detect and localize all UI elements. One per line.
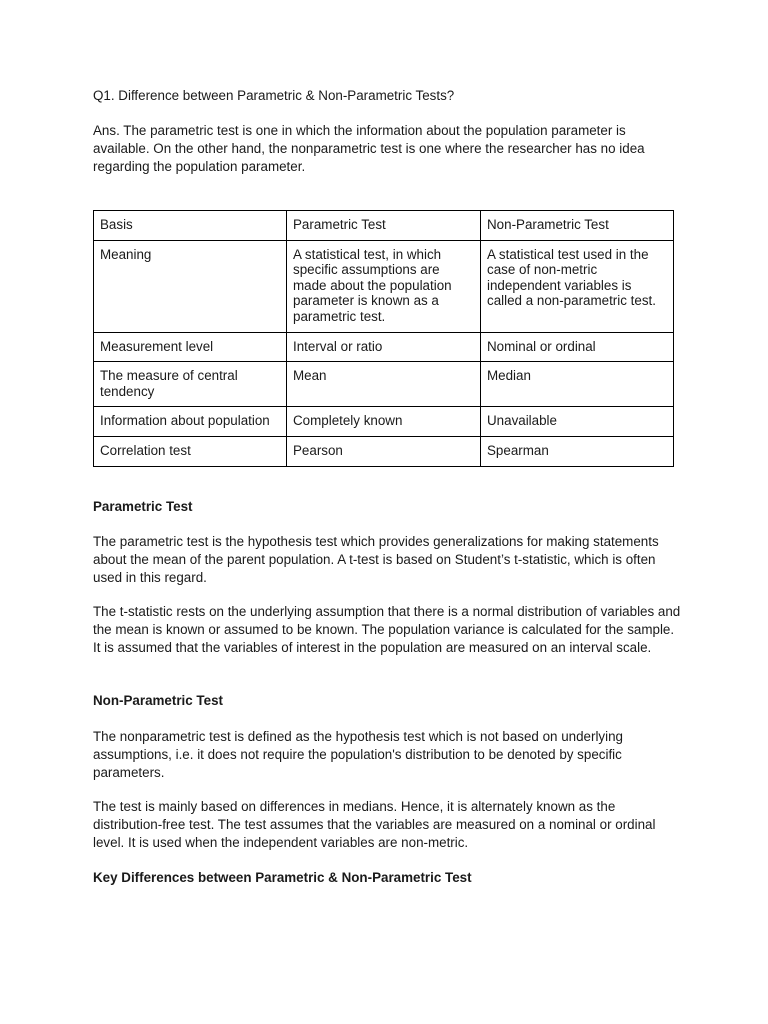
table-cell: Completely known xyxy=(287,407,481,437)
table-cell: Spearman xyxy=(481,436,674,466)
nonparametric-paragraph-1: The nonparametric test is defined as the hypothesis test which is not based on underlying assumptions, i.e. it does not require the population's distribution to be denoted by specific parameters. xyxy=(93,729,623,780)
table-cell: A statistical test, in which specific assumptions are made about the population parameter is known as a parametric test. xyxy=(287,240,481,332)
table-cell: Information about population xyxy=(94,407,287,437)
table-row xyxy=(94,240,674,332)
comparison-table xyxy=(93,210,674,467)
table-header-row xyxy=(94,211,674,241)
table-cell: Pearson xyxy=(287,436,481,466)
table-cell: A statistical test used in the case of non-metric independent variables is called a non-parametric test. xyxy=(481,240,674,332)
table-cell: Meaning xyxy=(94,240,287,332)
key-differences-heading: Key Differences between Parametric & Non-Parametric Test xyxy=(93,870,472,885)
table-cell: Interval or ratio xyxy=(287,332,481,362)
table-cell: Nominal or ordinal xyxy=(481,332,674,362)
table-row xyxy=(94,436,674,466)
table-cell: The measure of central tendency xyxy=(94,362,287,407)
parametric-paragraph-1: The parametric test is the hypothesis test which provides generalizations for making statements about the mean of the parent population. A t-test is based on Student’s t-statistic, which is often used in this regard. xyxy=(93,534,659,585)
parametric-paragraph-2: The t-statistic rests on the underlying assumption that there is a normal distribution of variables and the mean is known or assumed to be known. The population variance is calculated for the sample. It is assumed that the variables of interest in the population are measured on an interval scale. xyxy=(93,604,681,655)
nonparametric-paragraph-2: The test is mainly based on differences in medians. Hence, it is alternately known as the distribution-free test. The test assumes that the variables are measured on a nominal or ordinal level. It is used when the independent variables are non-metric. xyxy=(93,799,656,850)
table-cell: Measurement level xyxy=(94,332,287,362)
table-row xyxy=(94,407,674,437)
table-row xyxy=(94,332,674,362)
table-cell: Median xyxy=(481,362,674,407)
parametric-heading: Parametric Test xyxy=(93,499,193,514)
table-header-cell: Non-Parametric Test xyxy=(481,211,674,241)
table-header-cell: Parametric Test xyxy=(287,211,481,241)
table-cell: Mean xyxy=(287,362,481,407)
answer-paragraph: Ans. The parametric test is one in which the information about the population parameter is available. On the other hand, the nonparametric test is one where the researcher has no idea regarding the population parameter. xyxy=(93,123,645,174)
table-cell: Correlation test xyxy=(94,436,287,466)
question-text: Q1. Difference between Parametric & Non-Parametric Tests? xyxy=(93,88,455,103)
table-cell: Unavailable xyxy=(481,407,674,437)
nonparametric-heading: Non-Parametric Test xyxy=(93,693,223,708)
table-header-cell: Basis xyxy=(94,211,287,241)
table-row xyxy=(94,362,674,407)
